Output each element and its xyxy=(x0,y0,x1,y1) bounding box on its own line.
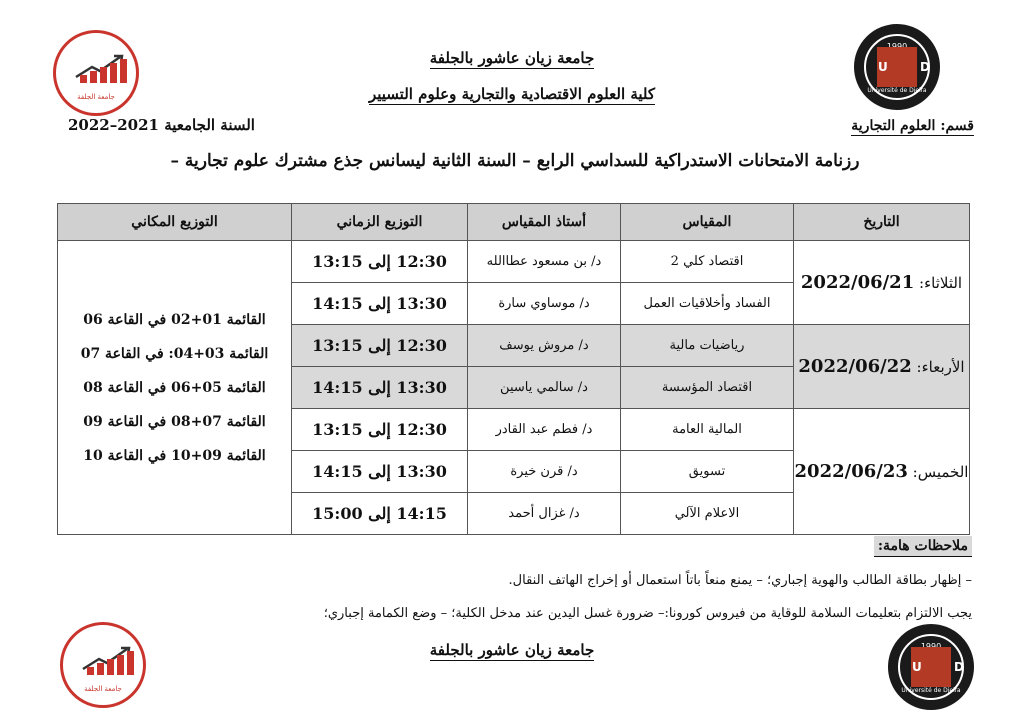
seal-letters: U D xyxy=(878,60,944,74)
col-room: التوزيع المكاني xyxy=(58,204,292,241)
time-cell: 13:30 إلى 14:15 xyxy=(292,367,468,409)
time-cell: 12:30 إلى 13:15 xyxy=(292,409,468,451)
university-seal-right-bottom xyxy=(888,624,978,710)
logo-caption: جامعة الجلفة xyxy=(77,93,115,101)
time-cell: 13:30 إلى 14:15 xyxy=(292,283,468,325)
seal-caption: Université de Djelfa xyxy=(901,687,961,694)
time-cell: 12:30 إلى 13:15 xyxy=(292,241,468,283)
teacher-cell: د/ فطم عبد القادر xyxy=(468,409,621,451)
department-text: قسم: العلوم التجارية xyxy=(851,118,974,134)
faculty-name: كلية العلوم الاقتصادية والتجارية وعلوم التسيير xyxy=(368,85,656,103)
university-logo-left xyxy=(53,30,139,116)
module-cell: تسويق xyxy=(621,451,794,493)
allocation-line: القائمة 09+10 في القاعة 10 xyxy=(83,447,266,464)
department-label xyxy=(851,118,974,134)
day-label: الثلاثاء: xyxy=(919,274,963,292)
col-module: المقياس xyxy=(621,204,794,241)
allocation-line: القائمة 01+02 في القاعة 06 xyxy=(83,311,266,328)
room-allocation-cell xyxy=(58,241,292,535)
seal-letters: U D xyxy=(912,660,978,674)
col-time: التوزيع الزماني xyxy=(292,204,468,241)
allocation-line: القائمة 03+04: في القاعة 07 xyxy=(80,345,269,362)
time-cell: 13:30 إلى 14:15 xyxy=(292,451,468,493)
page-title: رزنامة الامتحانات الاستدراكية للسداسي الرابع – السنة الثانية ليسانس جذع مشترك علوم تجارية – xyxy=(170,151,860,171)
academic-year: السنة الجامعية 2021–2022 xyxy=(68,116,255,134)
university-name-wrap xyxy=(0,48,1024,67)
allocation-line: القائمة 07+08 في القاعة 09 xyxy=(83,413,266,430)
time-cell: 14:15 إلى 15:00 xyxy=(292,493,468,535)
module-cell: اقتصاد كلي 2 xyxy=(621,241,794,283)
table-header-row xyxy=(58,204,970,241)
teacher-cell: د/ مروش يوسف xyxy=(468,325,621,367)
module-cell: المالية العامة xyxy=(621,409,794,451)
notes-heading: ملاحظات هامة: xyxy=(874,536,972,557)
allocation-line: القائمة 05+06 في القاعة 08 xyxy=(83,379,266,396)
module-cell: اقتصاد المؤسسة xyxy=(621,367,794,409)
col-date: التاريخ xyxy=(794,204,970,241)
date-cell xyxy=(794,241,970,325)
notes-line-2: يجب الالتزام بتعليمات السلامة للوقاية من فيروس كورونا:– ضرورة غسل اليدين عند مدخل الكلية؛ – وضع الكمامة إجباري؛ xyxy=(323,606,972,621)
university-name: جامعة زيان عاشور بالجلفة xyxy=(429,49,595,67)
table-row xyxy=(58,241,970,283)
time-cell: 12:30 إلى 13:15 xyxy=(292,325,468,367)
module-cell: الاعلام الآلي xyxy=(621,493,794,535)
teacher-cell: د/ موساوي سارة xyxy=(468,283,621,325)
date-cell xyxy=(794,325,970,409)
university-logo-left-bottom xyxy=(60,622,146,708)
day-label: الخميس: xyxy=(912,463,969,481)
teacher-cell: د/ قرن خيرة xyxy=(468,451,621,493)
date-cell xyxy=(794,409,970,535)
teacher-cell: د/ بن مسعود عطاالله xyxy=(468,241,621,283)
faculty-name-wrap xyxy=(0,84,1024,103)
day-date: 2022/06/21 xyxy=(800,272,915,293)
col-teacher: أستاذ المقياس xyxy=(468,204,621,241)
teacher-cell: د/ سالمي ياسين xyxy=(468,367,621,409)
teacher-cell: د/ غزال أحمد xyxy=(468,493,621,535)
exam-schedule-table xyxy=(57,203,970,535)
logo-caption: جامعة الجلفة xyxy=(84,685,122,693)
day-label: الأربعاء: xyxy=(916,358,965,376)
module-cell: رياضيات مالية xyxy=(621,325,794,367)
signature: جامعة زيان عاشور بالجلفة xyxy=(429,641,595,659)
module-cell: الفساد وأخلاقيات العمل xyxy=(621,283,794,325)
notes-line-1: – إظهار بطاقة الطالب والهوية إجباري؛ – يمنع منعاً باتاً استعمال أو إخراج الهاتف النقال. xyxy=(508,573,972,588)
seal-caption: Université de Djelfa xyxy=(867,87,927,94)
day-date: 2022/06/23 xyxy=(794,461,908,482)
day-date: 2022/06/22 xyxy=(798,356,912,377)
signature-wrap xyxy=(0,640,1024,659)
